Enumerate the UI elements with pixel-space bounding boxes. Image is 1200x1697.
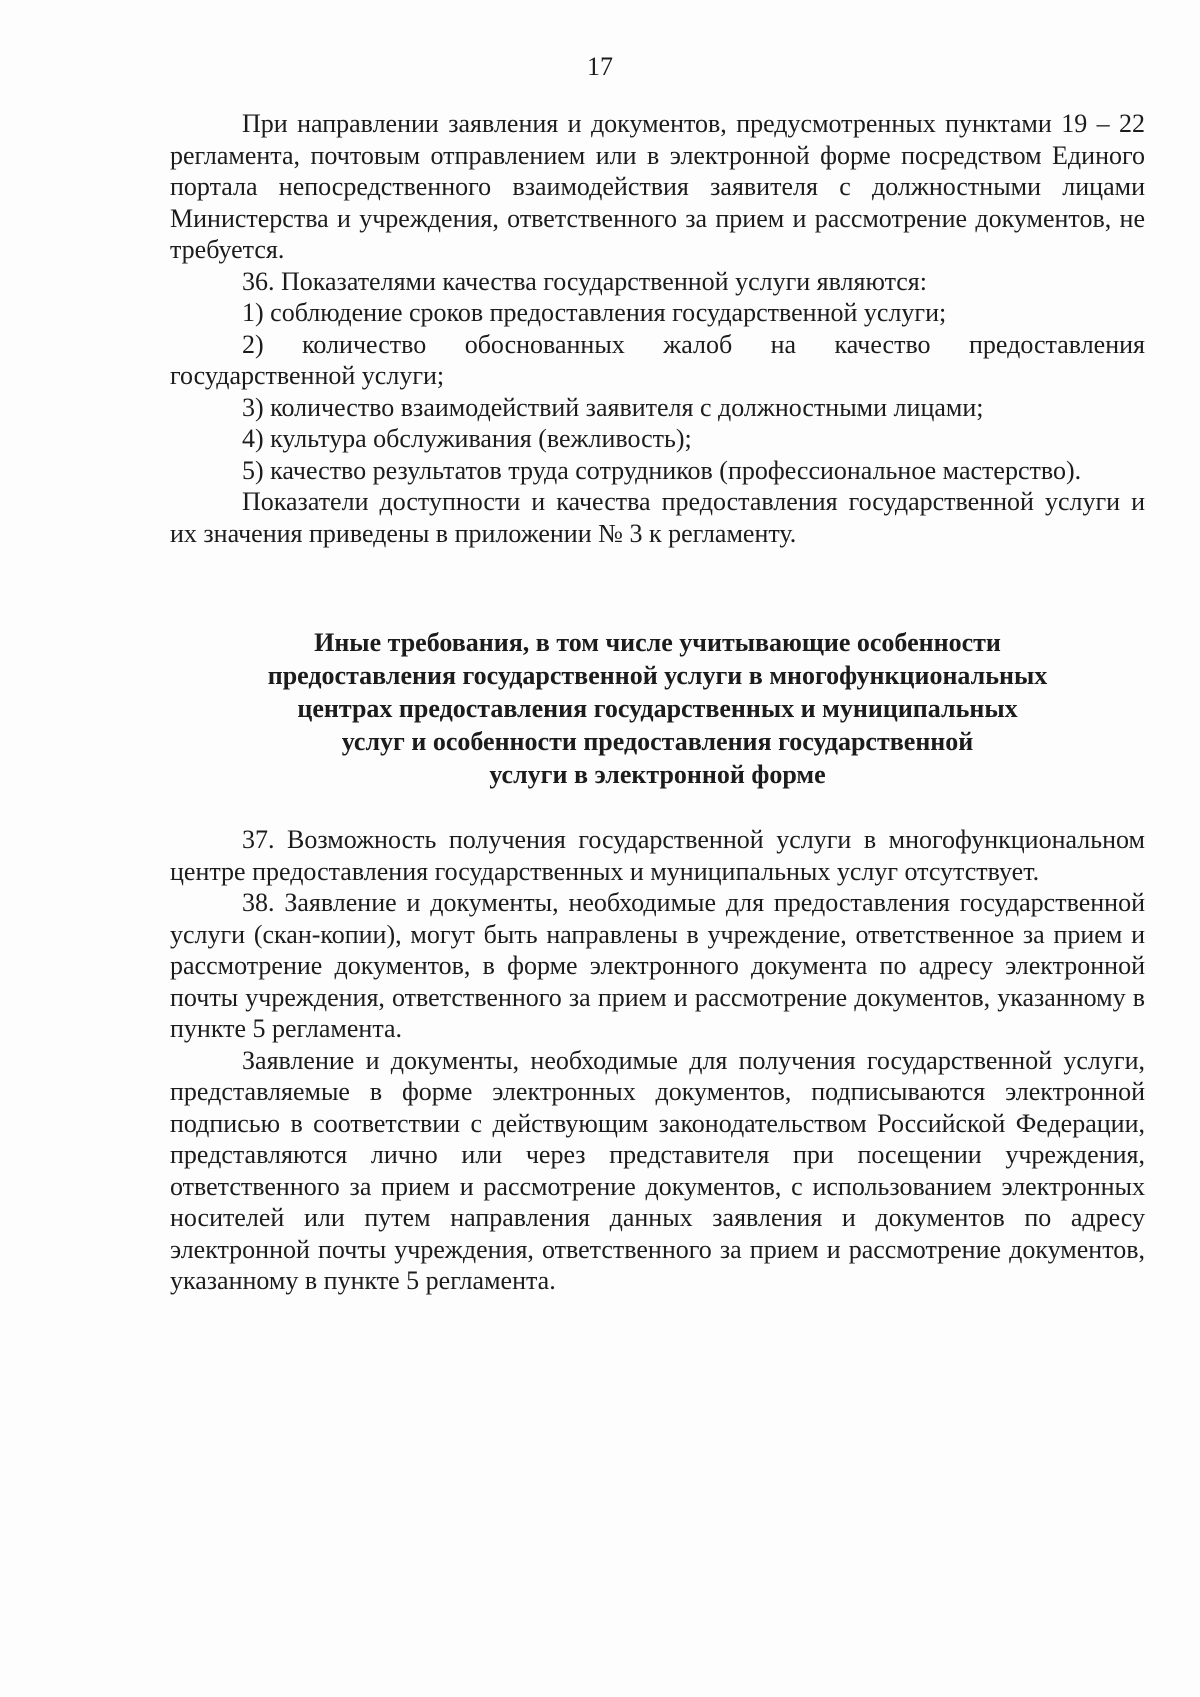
paragraph-item-38: 38. Заявление и документы, необходимые для предоставления государственной услуги (скан-копии), могут быть направлены в учреждение, ответственное за прием и рассмотрение документов, в форме электронного документа по адресу электронной почты учреждения, ответственного за прием и рассмотрение документов, указанному в пункте 5 регламента. xyxy=(170,888,1145,1043)
heading-line: предоставления государственной услуги в многофункциональных xyxy=(267,661,1048,690)
heading-line: Иные требования, в том числе учитывающие особенности xyxy=(314,628,1001,657)
paragraph-item-37: 37. Возможность получения государственной услуги в многофункциональном центре предоставления государственных и муниципальных услуг отсутствует. xyxy=(170,825,1145,886)
list-item-4: 4) культура обслуживания (вежливость); xyxy=(242,424,692,453)
list-item-5: 5) качество результатов труда сотрудников (профессиональное мастерство). xyxy=(242,455,1082,485)
list-item-3: 3) количество взаимодействий заявителя с должностными лицами; xyxy=(242,392,984,422)
paragraph-indicators-note: Показатели доступности и качества предоставления государственной услуги и их значения приведены в приложении № 3 к регламенту. xyxy=(170,487,1145,548)
list-item-1: 1) соблюдение сроков предоставления государственной услуги; xyxy=(242,298,947,327)
list-item-2: 2) количество обоснованных жалоб на качество предоставления государственной услуги; xyxy=(170,329,1145,390)
paragraph-submission-note: При направлении заявления и документов, предусмотренных пунктами 19 – 22 регламента, почтовым отправлением или в электронной форме посредством Единого портала непосредственного взаимодействия заявителя с должностными лицами Министерства и учреждения, ответственного за прием и рассмотрение документов, не требуется. xyxy=(170,109,1145,264)
heading-line: услуги в электронной форме xyxy=(489,760,826,789)
paragraph-electronic-signature: Заявление и документы, необходимые для получения государственной услуги, представляемые в форме электронных документов, подписываются электронной подписью в соответствии с действующим законодательством Российской Федерации, представляются лично или через представителя при посещении учреждения, ответственного за прием и рассмотрение документов, с использованием электронных носителей или путем направления данных заявления и документов по адресу электронной почты учреждения, ответственного за прием и рассмотрение документов, указанному в пункте 5 регламента. xyxy=(170,1045,1145,1295)
section-heading xyxy=(170,626,1145,791)
page-number: 17 xyxy=(587,52,613,81)
paragraph-item-36: 36. Показателями качества государственной услуги являются: xyxy=(242,266,927,296)
body-text-top xyxy=(170,108,1145,549)
body-text-bottom xyxy=(170,824,1145,1297)
heading-line: услуг и особенности предоставления государственной xyxy=(341,727,974,756)
heading-line: центрах предоставления государственных и муниципальных xyxy=(297,694,1018,723)
